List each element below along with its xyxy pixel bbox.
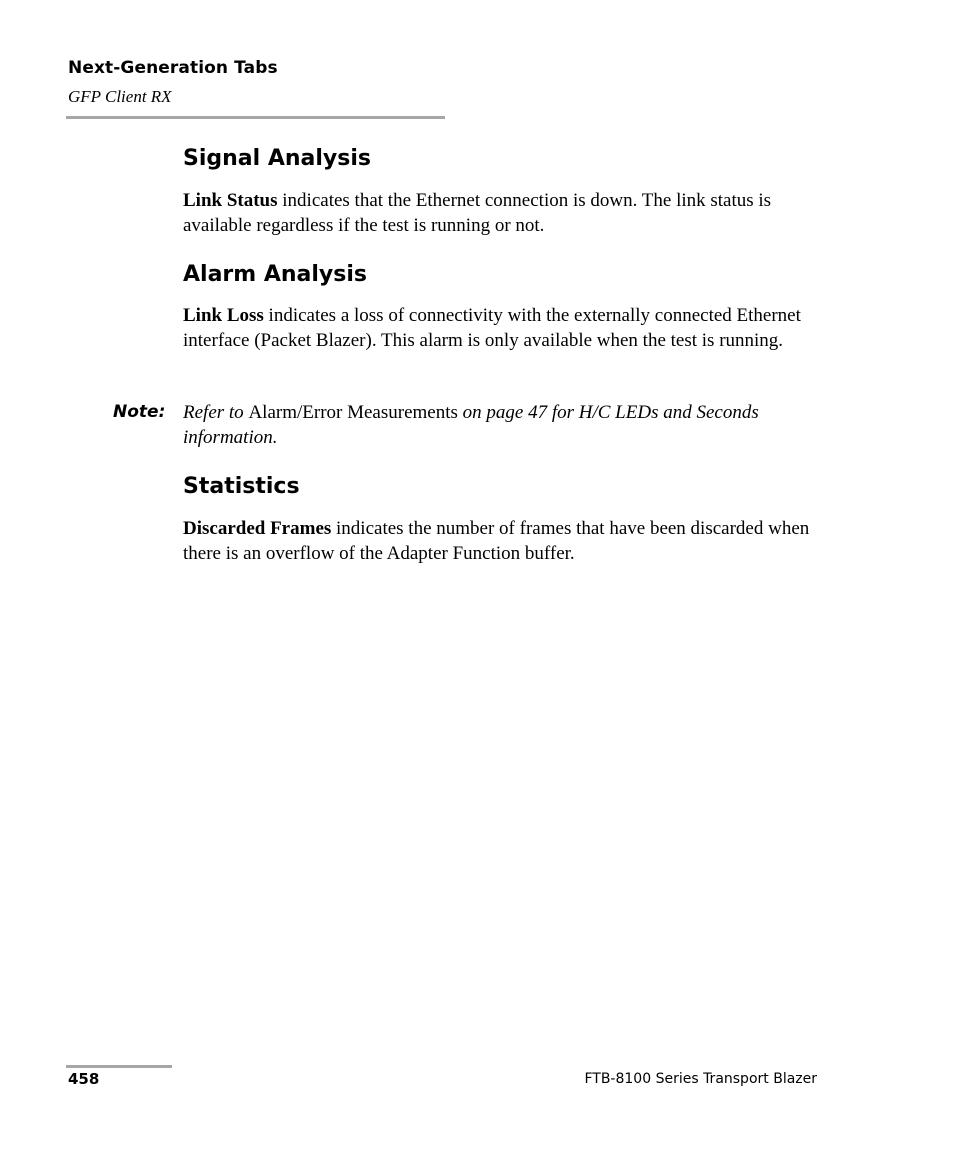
note-text: [183, 400, 823, 450]
footer-title: FTB-8100 Series Transport Blazer: [584, 1071, 817, 1087]
link-status-description: indicates that the Ethernet connection is down. The link status is available regardless if the test is running or not.: [183, 190, 772, 236]
alarm-analysis-paragraph: [183, 303, 823, 353]
link-loss-term: Link Loss: [183, 305, 264, 326]
note-suffix: on page 47 for H/C LEDs and Seconds information.: [183, 402, 759, 448]
signal-analysis-paragraph: [183, 188, 823, 238]
note-label: Note:: [113, 402, 166, 422]
link-status-term: Link Status: [183, 190, 278, 211]
running-header-section: GFP Client RX: [68, 87, 172, 106]
discarded-frames-description: indicates the number of frames that have been discarded when there is an overflow of the Adapter Function buffer.: [183, 518, 810, 564]
statistics-paragraph: [183, 516, 823, 566]
discarded-frames-term: Discarded Frames: [183, 518, 332, 539]
signal-analysis-heading: Signal Analysis: [183, 146, 371, 171]
link-loss-description: indicates a loss of connectivity with the externally connected Ethernet interface (Packet Blazer). This alarm is only available when the test is running.: [183, 305, 801, 351]
footer-divider: [66, 1065, 172, 1068]
note-prefix: Refer to: [183, 402, 249, 423]
statistics-heading: Statistics: [183, 474, 300, 499]
page-number: 458: [68, 1070, 100, 1088]
header-divider: [66, 116, 445, 119]
note-reference-link[interactable]: Alarm/Error Measurements: [248, 402, 458, 423]
alarm-analysis-heading: Alarm Analysis: [183, 262, 367, 287]
running-header-chapter: Next-Generation Tabs: [68, 58, 278, 78]
